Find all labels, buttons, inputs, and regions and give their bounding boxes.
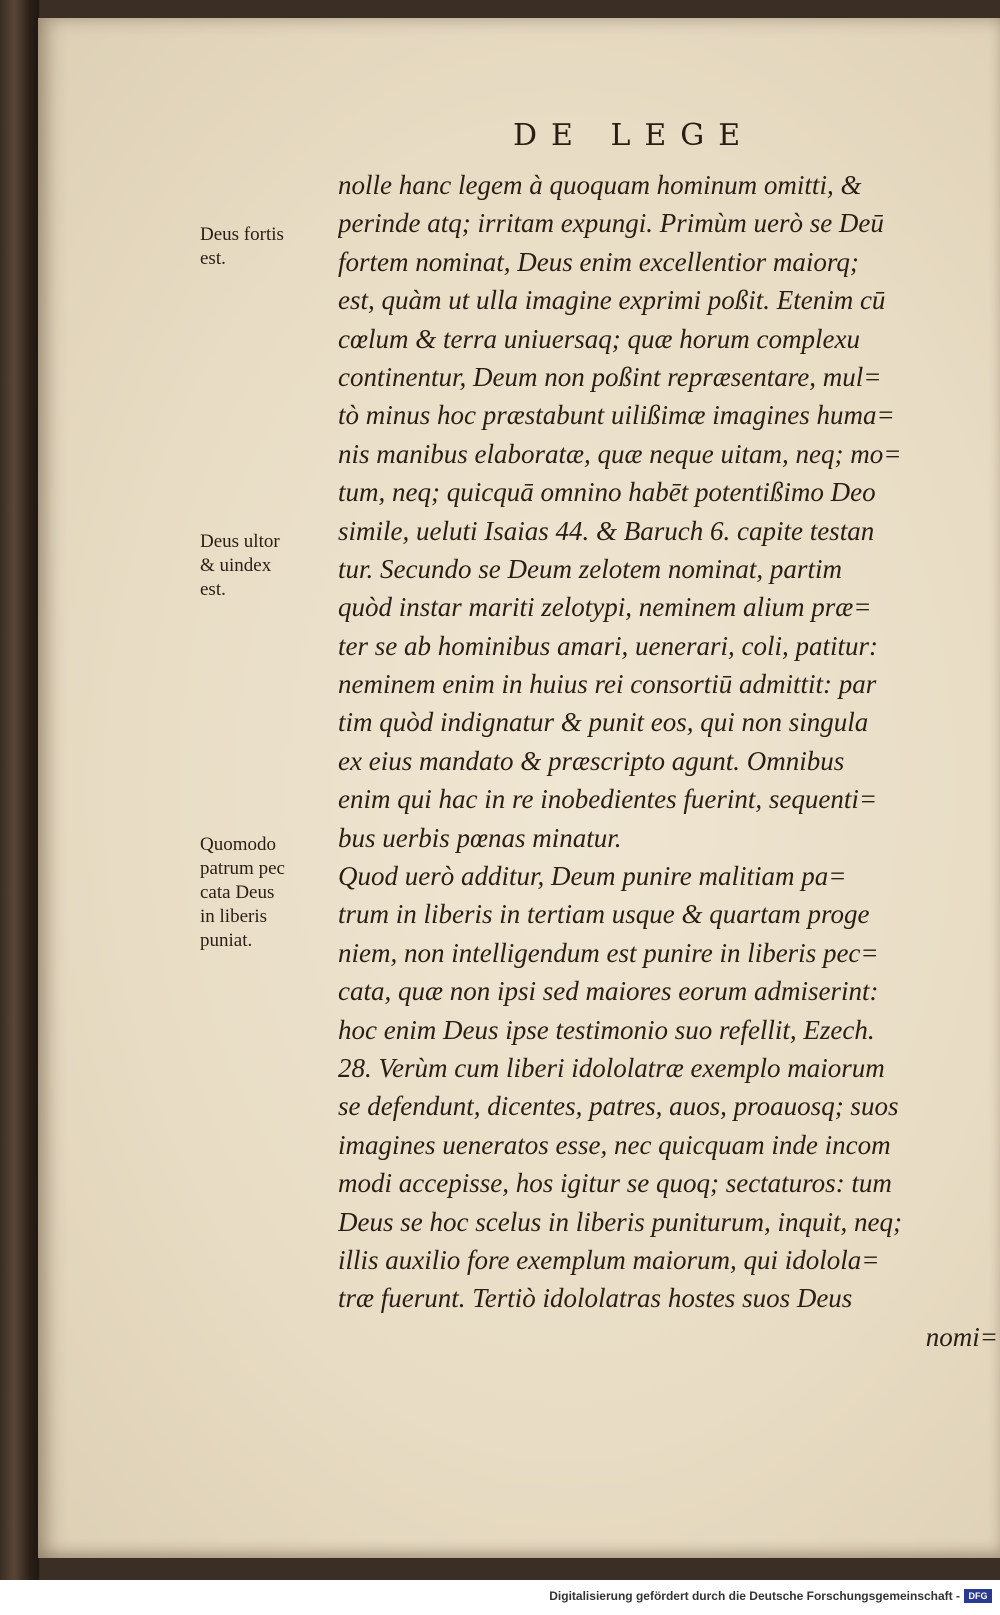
text-line: tur. Secundo se Deum zelotem nominat, partim xyxy=(338,553,842,584)
text-line: ter se ab hominibus amari, uenerari, coli, patitur: xyxy=(338,630,878,661)
body-text xyxy=(338,166,998,1356)
text-line: trum in liberis in tertiam usque & quartam proge xyxy=(338,899,870,930)
text-line: bus uerbis pœnas minatur. xyxy=(338,822,622,853)
book-page xyxy=(38,18,1000,1558)
margin-note-line: est. xyxy=(200,248,226,269)
margin-note-line: puniat. xyxy=(200,930,253,951)
margin-note-quomodo xyxy=(200,833,340,953)
text-line: 28. Verùm cum liberi idololatræ exemplo maiorum xyxy=(338,1052,885,1083)
text-line: cata, quæ non ipsi sed maiores eorum admiserint: xyxy=(338,976,879,1007)
margin-note-deus-ultor xyxy=(200,530,340,602)
margin-note-line: cata Deus xyxy=(200,882,275,903)
text-line: ex eius mandato & præscripto agunt. Omnibus xyxy=(338,745,845,776)
text-line: hoc enim Deus ipse testimonio suo refellit, Ezech. xyxy=(338,1014,875,1045)
dfg-logo: DFG xyxy=(964,1589,992,1603)
footer-bar xyxy=(0,1580,1000,1615)
text-line: imagines ueneratos esse, nec quicquam inde incom xyxy=(338,1129,891,1160)
text-line: enim qui hac in re inobedientes fuerint, sequenti= xyxy=(338,784,878,815)
margin-note-deus-fortis xyxy=(200,223,340,271)
text-line: tum, neq; quicquā omnino habēt potentißimo Deo xyxy=(338,477,876,508)
text-line: tim quòd indignatur & punit eos, qui non singula xyxy=(338,707,869,738)
text-line: illis auxilio fore exemplum maiorum, qui idolola= xyxy=(338,1244,880,1275)
text-line: Deus se hoc scelus in liberis puniturum, inquit, neq; xyxy=(338,1206,902,1237)
margin-note-line: Quomodo xyxy=(200,834,276,855)
text-line: simile, ueluti Isaias 44. & Baruch 6. capite testan xyxy=(338,515,875,546)
running-header: DE LEGE xyxy=(513,118,755,153)
text-line: continentur, Deum non poßint repræsentare, mul= xyxy=(338,361,882,392)
margin-note-line: & uindex xyxy=(200,555,272,576)
text-line: est, quàm ut ulla imagine exprimi poßit. Etenim cū xyxy=(338,285,886,316)
text-line: neminem enim in huius rei consortiū admittit: par xyxy=(338,669,877,700)
text-line: modi accepisse, hos igitur se quoq; sectaturos: tum xyxy=(338,1168,892,1199)
text-line: quòd instar mariti zelotypi, neminem alium præ= xyxy=(338,592,872,623)
text-line: se defendunt, dicentes, patres, auos, proauosq; suos xyxy=(338,1091,899,1122)
margin-note-line: Deus ultor xyxy=(200,531,280,552)
text-line: niem, non intelligendum est punire in liberis pec= xyxy=(338,937,879,968)
text-line: cœlum & terra uniuersaq; quæ horum complexu xyxy=(338,323,860,354)
margin-note-line: in liberis xyxy=(200,906,268,927)
text-line: nomi= xyxy=(925,1321,998,1352)
margin-note-line: est. xyxy=(200,579,226,600)
margin-note-line: patrum pec xyxy=(200,858,285,879)
text-line: nis manibus elaboratæ, quæ neque uitam, neq; mo= xyxy=(338,438,902,469)
text-line: nolle hanc legem à quoquam hominum omitti, & xyxy=(338,170,862,200)
text-line: tò minus hoc præstabunt uilißimæ imagines huma= xyxy=(338,400,895,431)
text-line: Quod uerò additur, Deum punire malitiam pa= xyxy=(338,861,847,892)
margin-note-line: Deus fortis xyxy=(200,224,284,245)
text-line: perinde atq; irritam expungi. Primùm uerò se Deū xyxy=(338,208,884,239)
text-line: fortem nominat, Deus enim excellentior maiorq; xyxy=(338,246,859,277)
text-line: træ fuerunt. Tertiò idololatras hostes suos Deus xyxy=(338,1283,853,1314)
footer-credit: Digitalisierung gefördert durch die Deutsche Forschungsgemeinschaft - xyxy=(549,1589,960,1603)
